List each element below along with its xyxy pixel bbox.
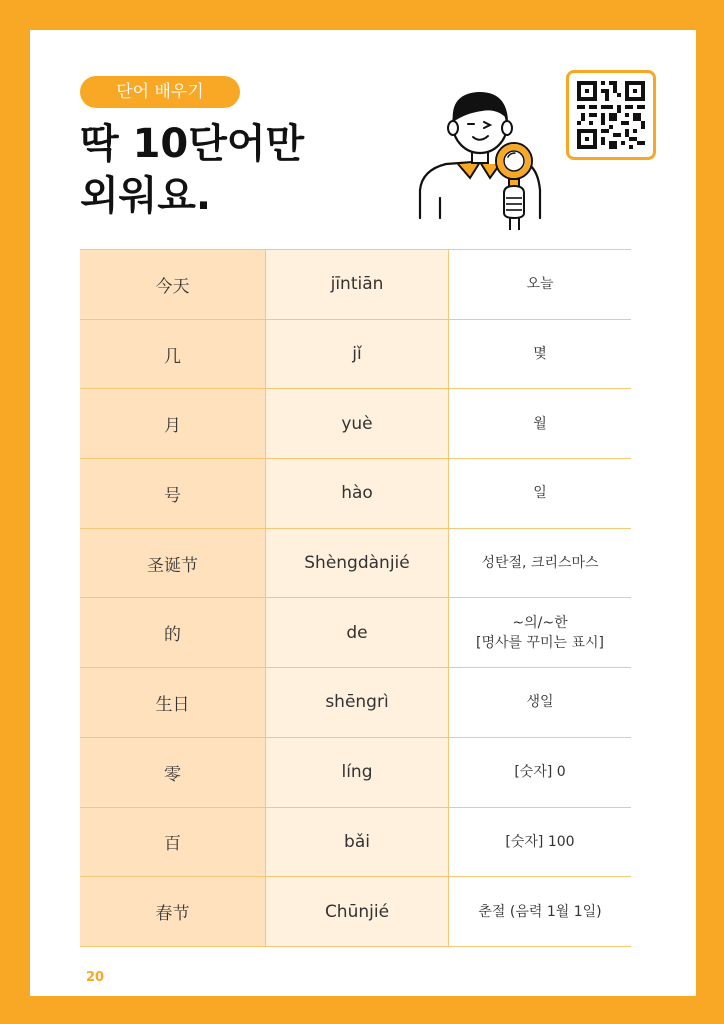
meaning-cell: 오늘 <box>449 250 632 320</box>
meaning-cell: 몇 <box>449 319 632 389</box>
pinyin-cell: bǎi <box>266 807 449 877</box>
hanzi-cell: 圣诞节 <box>80 528 266 598</box>
vocab-row <box>80 807 631 877</box>
hanzi-cell: 号 <box>80 459 266 529</box>
vocab-row <box>80 459 631 529</box>
pinyin-cell: yuè <box>266 389 449 459</box>
vocab-row <box>80 598 631 668</box>
hanzi-cell: 几 <box>80 319 266 389</box>
meaning-cell: ~의/~한 [명사를 꾸미는 표시] <box>449 598 632 668</box>
vocab-row <box>80 737 631 807</box>
page-title <box>80 118 304 222</box>
pinyin-cell: shēngrì <box>266 668 449 738</box>
pinyin-cell: Shèngdànjié <box>266 528 449 598</box>
meaning-cell: 일 <box>449 459 632 529</box>
meaning-cell: 생일 <box>449 668 632 738</box>
pinyin-cell: jīntiān <box>266 250 449 320</box>
book-page <box>30 30 696 996</box>
meaning-cell: [숫자] 100 <box>449 807 632 877</box>
vocab-row <box>80 668 631 738</box>
qr-code-icon[interactable] <box>566 70 656 160</box>
pinyin-cell: de <box>266 598 449 668</box>
hanzi-cell: 的 <box>80 598 266 668</box>
vocab-row <box>80 877 631 947</box>
hanzi-cell: 月 <box>80 389 266 459</box>
pinyin-cell: jǐ <box>266 319 449 389</box>
pinyin-cell: Chūnjié <box>266 877 449 947</box>
vocab-row <box>80 528 631 598</box>
vocab-row <box>80 389 631 459</box>
title-line-2: 외워요. <box>80 173 212 219</box>
section-tag: 단어 배우기 <box>80 76 240 108</box>
hanzi-cell: 百 <box>80 807 266 877</box>
page-number: 20 <box>86 970 105 985</box>
person-with-magnifier-icon <box>410 78 560 233</box>
pinyin-cell: hào <box>266 459 449 529</box>
vocab-table-body <box>80 250 631 947</box>
meaning-cell: [숫자] 0 <box>449 737 632 807</box>
hanzi-cell: 零 <box>80 737 266 807</box>
hanzi-cell: 春节 <box>80 877 266 947</box>
meaning-cell: 성탄절, 크리스마스 <box>449 528 632 598</box>
hanzi-cell: 今天 <box>80 250 266 320</box>
title-line-1: 딱 10단어만 <box>80 121 305 167</box>
meaning-cell: 춘절 (음력 1월 1일) <box>449 877 632 947</box>
hanzi-cell: 生日 <box>80 668 266 738</box>
meaning-cell: 월 <box>449 389 632 459</box>
vocab-row <box>80 250 631 320</box>
vocab-row <box>80 319 631 389</box>
pinyin-cell: líng <box>266 737 449 807</box>
vocab-table <box>80 249 631 947</box>
